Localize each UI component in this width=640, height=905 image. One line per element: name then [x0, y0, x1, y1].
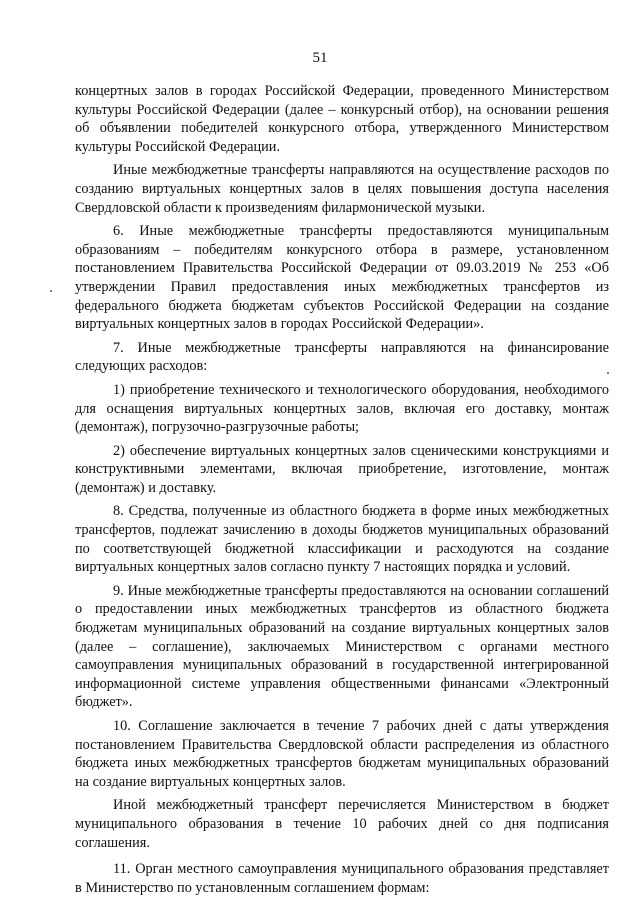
paragraph-subitem-1: 1) приобретение технического и технологического оборудования, необходимого для оснащения виртуальных концертных залов, включая его доставку, монтаж (демонтаж), погрузочно-разгрузочные работы; [75, 381, 609, 436]
paragraph-item-9: 9. Иные межбюджетные трансферты предоставляются на основании соглашений о предоставлении иных межбюджетных трансфертов из областного бюджета бюджетам муниципальных образований на создание виртуальных концертных залов (далее – соглашение), заключаемых Министерством с органами местного самоуправления муниципальных образований в государственной интегрированной информационной системе управления общественными финансами «Электронный бюджет». [75, 582, 609, 711]
paragraph-item-6: 6. Иные межбюджетные трансферты предоставляются муниципальным образованиям – победителям конкурсного отбора в размере, установленном постановлением Правительства Российской Федерации от 09.03.2019 № 253 «Об утверждении Правил предоставления иных межбюджетных трансфертов из федерального бюджета бюджетам субъектов Российской Федерации на создание виртуальных концертных залов в городах Российской Федерации». [75, 223, 609, 333]
paragraph-transfer: Иной межбюджетный трансферт перечисляется Министерством в бюджет муниципального образования в течение 10 рабочих дней со дня подписания соглашения. [75, 797, 609, 851]
paragraph-item-10: 10. Соглашение заключается в течение 7 рабочих дней с даты утверждения постановлением Правительства Свердловской области распределения из областного бюджета иных межбюджетных трансфертов бюджетам муниципальных образований на создание виртуальных концертных залов. [75, 718, 609, 790]
paragraph-subitem-2: 2) обеспечение виртуальных концертных залов сценическими конструкциями и конструктивными элементами, включая приобретение, изготовление, монтаж (демонтаж) и доставку. [75, 442, 609, 496]
paragraph-item-7: 7. Иные межбюджетные трансферты направляются на финансирование следующих расходов: [75, 339, 609, 375]
paragraph-purpose: Иные межбюджетные трансферты направляются на осуществление расходов по созданию виртуальных концертных залов в целях повышения доступа населения Свердловской области к произведениям филармонической музыки. [75, 162, 609, 216]
page-number: 51 [312, 50, 328, 66]
paragraph-item-8: 8. Средства, полученные из областного бюджета в форме иных межбюджетных трансфертов, подлежат зачислению в доходы бюджетов муниципальных образований по соответствующей бюджетной классификации и расходуются на создание виртуальных концертных залов согласно пункту 7 настоящих порядка и условий. [75, 503, 609, 576]
paragraph-continuation: концертных залов в городах Российской Федерации, проведенного Министерством культуры Российской Федерации (далее – конкурсный отбор), на основании решения об объявлении победителей конкурсного отбора, утвержденного Министерством культуры Российской Федерации. [75, 83, 609, 155]
paragraph-item-11: 11. Орган местного самоуправления муниципального образования представляет в Министерство по установленным соглашением формам: [75, 861, 609, 896]
scan-speck [607, 372, 609, 374]
scan-speck [50, 290, 52, 292]
document-body [75, 82, 609, 897]
